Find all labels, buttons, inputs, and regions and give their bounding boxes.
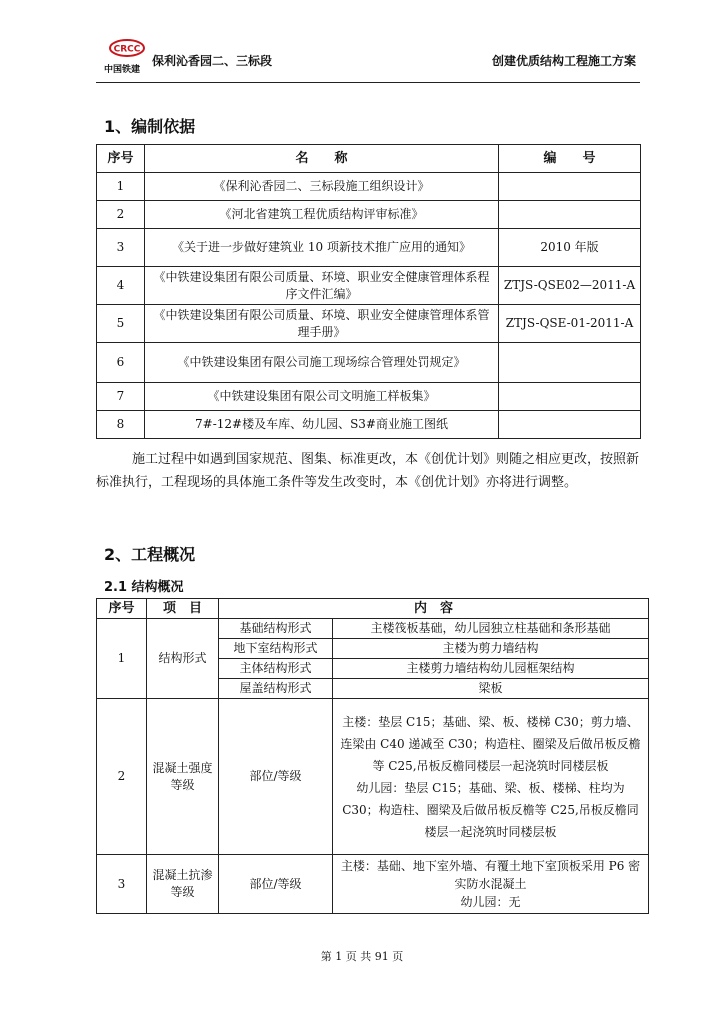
row-no: 8	[97, 411, 145, 439]
row-code: ZTJS-QSE02—2011-A	[499, 267, 641, 305]
col-header-no: 序号	[97, 145, 145, 173]
structure-header-row	[97, 599, 649, 619]
sub-label: 主体结构形式	[219, 659, 333, 679]
row-name: 《中铁建设集团有限公司质量、环境、职业安全健康管理体系程序文件汇编》	[145, 267, 499, 305]
row-code	[499, 383, 641, 411]
references-table	[96, 144, 641, 439]
row-name: 《中铁建设集团有限公司施工现场综合管理处罚规定》	[145, 343, 499, 383]
content-kindergarten: 幼儿园：无	[460, 895, 521, 909]
company-logo	[104, 38, 150, 76]
row-no: 4	[97, 267, 145, 305]
table-row	[97, 383, 641, 411]
table-row	[97, 201, 641, 229]
row-code	[499, 173, 641, 201]
references-header-row	[97, 145, 641, 173]
update-note: 施工过程中如遇到国家规范、图集、标准更改，本《创优计划》则随之相应更改，按照新标准执行，工程现场的具体施工条件等发生改变时，本《创优计划》亦将进行调整。	[96, 452, 640, 490]
content-main-building: 主楼：垫层 C15；基础、梁、板、楼梯 C30；剪力墙、连梁由 C40 递减至 C30；构造柱、圈梁及后做吊板反檐等 C25,吊板反檐同楼层一起浇筑时同楼层板	[340, 714, 641, 773]
row-item: 混凝土抗渗等级	[147, 855, 219, 914]
table-row	[97, 619, 649, 639]
row-name: 7#-12#楼及车库、幼儿园、S3#商业施工图纸	[145, 411, 499, 439]
sub-label: 基础结构形式	[219, 619, 333, 639]
row-no: 6	[97, 343, 145, 383]
row-code: ZTJS-QSE-01-2011-A	[499, 305, 641, 343]
table-row	[97, 173, 641, 201]
sub-label: 屋盖结构形式	[219, 679, 333, 699]
row-code	[499, 411, 641, 439]
sub-value: 梁板	[333, 679, 649, 699]
project-name: 保利沁香园二、三标段	[152, 54, 273, 68]
sub-label: 地下室结构形式	[219, 639, 333, 659]
row-no: 1	[97, 619, 147, 699]
col-header-name: 名 称	[145, 145, 499, 173]
table-row	[97, 229, 641, 267]
row-no: 2	[97, 201, 145, 229]
row-name: 《中铁建设集团有限公司文明施工样板集》	[145, 383, 499, 411]
row-content	[333, 699, 649, 855]
row-code	[499, 201, 641, 229]
page-footer: 第 1 页 共 91 页	[320, 950, 404, 963]
table-row	[97, 699, 649, 855]
row-content	[333, 855, 649, 914]
sub-value: 主楼为剪力墙结构	[333, 639, 649, 659]
crcc-logo-icon	[108, 38, 146, 58]
sub-value: 主楼筏板基础，幼儿园独立柱基础和条形基础	[333, 619, 649, 639]
row-name: 《保利沁香园二、三标段施工组织设计》	[145, 173, 499, 201]
table-row	[97, 305, 641, 343]
row-no: 1	[97, 173, 145, 201]
sub-value: 主楼剪力墙结构幼儿园框架结构	[333, 659, 649, 679]
col-header-content: 内 容	[219, 599, 649, 619]
table-row	[97, 855, 649, 914]
col-header-no: 序号	[97, 599, 147, 619]
row-name: 《中铁建设集团有限公司质量、环境、职业安全健康管理体系管理手册》	[145, 305, 499, 343]
section-2-title: 2、工程概况	[104, 545, 196, 564]
logo-mark-text: CRCC	[113, 44, 141, 55]
row-no: 3	[97, 229, 145, 267]
section-1-title: 1、编制依据	[104, 117, 196, 136]
row-code: 2010 年版	[499, 229, 641, 267]
table-row	[97, 411, 641, 439]
row-part: 部位/等级	[219, 855, 333, 914]
content-main-building: 主楼：基础、地下室外墙、有覆土地下室顶板采用 P6 密实防水混凝土	[340, 859, 641, 891]
row-name: 《关于进一步做好建筑业 10 项新技术推广应用的通知》	[145, 229, 499, 267]
section-2-1-title: 2.1 结构概况	[104, 580, 184, 595]
row-item: 混凝土强度等级	[147, 699, 219, 855]
logo-text: 中国铁建	[104, 65, 141, 75]
col-header-item: 项 目	[147, 599, 219, 619]
col-header-code: 编 号	[499, 145, 641, 173]
row-name: 《河北省建筑工程优质结构评审标准》	[145, 201, 499, 229]
row-part: 部位/等级	[219, 699, 333, 855]
table-row	[97, 267, 641, 305]
row-no: 3	[97, 855, 147, 914]
document-title: 创建优质结构工程施工方案	[491, 54, 636, 68]
row-no: 5	[97, 305, 145, 343]
page-header	[96, 34, 640, 83]
row-no: 7	[97, 383, 145, 411]
row-item: 结构形式	[147, 619, 219, 699]
table-row	[97, 343, 641, 383]
structure-table	[96, 598, 649, 914]
content-kindergarten: 幼儿园：垫层 C15；基础、梁、板、楼梯、柱均为 C30；构造柱、圈梁及后做吊板反檐等 C25,吊板反檐同楼层一起浇筑时同楼层板	[342, 780, 639, 839]
row-no: 2	[97, 699, 147, 855]
row-code	[499, 343, 641, 383]
